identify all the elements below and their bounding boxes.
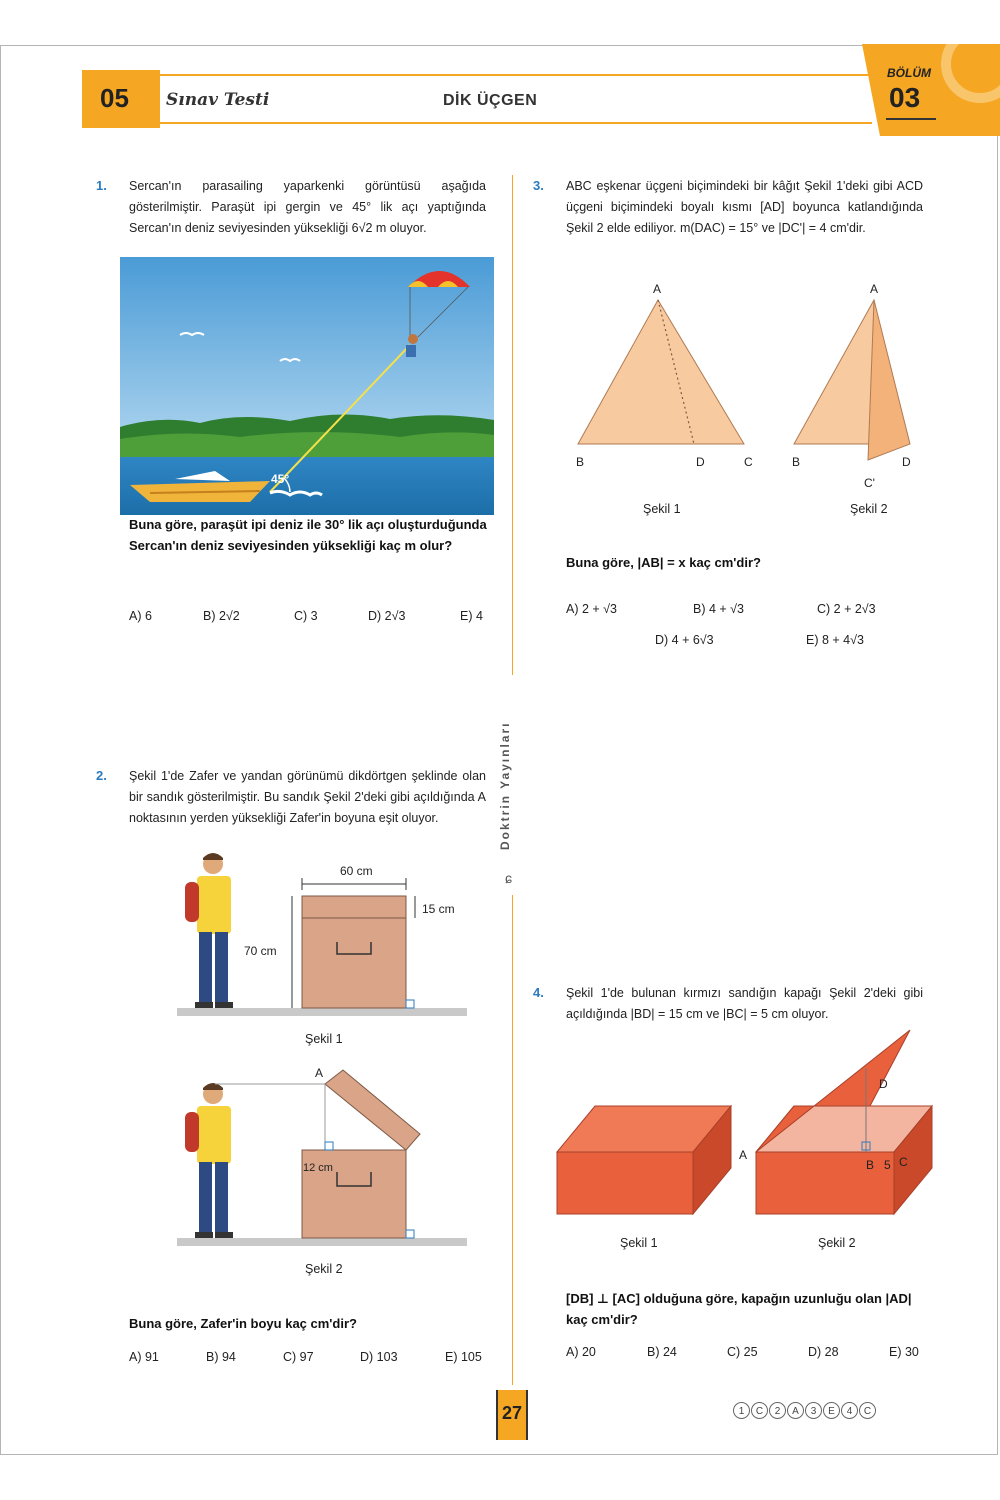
q4-figure-2 xyxy=(752,1028,937,1220)
q4-label-five: 5 xyxy=(884,1158,891,1172)
q4-text: Şekil 1'de bulunan kırmızı sandığın kapağı Şekil 2'deki gibi açıldığında |BD| = 15 cm ve |BC| = 5 cm oluyor. xyxy=(566,986,923,1021)
q2-option-b[interactable]: B) 94 xyxy=(206,1350,236,1364)
q3-fig1-b: B xyxy=(576,455,585,469)
q2-fig2-dim: 12 cm xyxy=(303,1162,333,1174)
q3-option-c[interactable]: C) 2 + 2√3 xyxy=(817,602,876,616)
q2-fig1-caption: Şekil 1 xyxy=(305,1032,343,1046)
q2-fig1-height: 70 cm xyxy=(244,944,277,958)
q4-label-b: B xyxy=(866,1158,875,1172)
publisher-text: Doktrin Yayınları xyxy=(498,721,512,850)
section-underline xyxy=(886,118,936,120)
q3-fig1-a: A xyxy=(653,282,662,296)
answer-key-2-ans: A xyxy=(787,1402,804,1419)
q2-prompt: Buna göre, Zafer'in boyu kaç cm'dir? xyxy=(129,1316,357,1331)
test-number: 05 xyxy=(100,83,129,113)
q3-option-a[interactable]: A) 2 + √3 xyxy=(566,602,617,616)
q1-option-b[interactable]: B) 2√2 xyxy=(203,609,240,623)
answer-key-4-ans: C xyxy=(859,1402,876,1419)
answer-key-4-num: 4 xyxy=(841,1402,858,1419)
q4-prompt: [DB] ⊥ [AC] olduğuna göre, kapağın uzunluğu olan |AD| kaç cm'dir? xyxy=(566,1291,912,1327)
q2-option-a[interactable]: A) 91 xyxy=(129,1350,159,1364)
q2-option-d[interactable]: D) 103 xyxy=(360,1350,398,1364)
q3-fig2-b: B xyxy=(792,455,801,469)
q2-option-c[interactable]: C) 97 xyxy=(283,1350,314,1364)
q4-option-c[interactable]: C) 25 xyxy=(727,1345,758,1359)
q1-option-d[interactable]: D) 2√3 xyxy=(368,609,406,623)
q4-label-c: C xyxy=(899,1155,908,1169)
q3-prompt: Buna göre, |AB| = x kaç cm'dir? xyxy=(566,555,761,570)
q1-option-a[interactable]: A) 6 xyxy=(129,609,152,623)
q2-figure-2 xyxy=(175,1062,470,1252)
section-number: 03 xyxy=(889,82,921,113)
answer-key-3-ans: E xyxy=(823,1402,840,1419)
q4-option-d[interactable]: D) 28 xyxy=(808,1345,839,1359)
header-line-bottom xyxy=(160,122,872,124)
column-divider-bottom xyxy=(512,895,513,1385)
q1-option-e[interactable]: E) 4 xyxy=(460,609,483,623)
q4-fig2-caption: Şekil 2 xyxy=(818,1236,856,1250)
section-badge xyxy=(862,44,1000,136)
person-icon xyxy=(185,1083,233,1238)
q2-fig1-width: 60 cm xyxy=(340,864,373,878)
q2-number: 2. xyxy=(96,768,107,783)
test-label: Sınav Testi xyxy=(166,90,270,110)
person-icon xyxy=(185,853,233,1008)
q4-option-b[interactable]: B) 24 xyxy=(647,1345,677,1359)
q3-fig2-d: D xyxy=(902,455,911,469)
answer-key-1-num: 1 xyxy=(733,1402,750,1419)
q4-option-a[interactable]: A) 20 xyxy=(566,1345,596,1359)
q4-label-a: A xyxy=(739,1148,748,1162)
q3-option-b[interactable]: B) 4 + √3 xyxy=(693,602,744,616)
q4-label-d: D xyxy=(879,1077,888,1091)
q3-fig1-d: D xyxy=(696,455,705,469)
q2-text: Şekil 1'de Zafer ve yandan görünümü dikdörtgen şeklinde olan bir sandık gösterilmiştir. Bu sandık Şekil 2'deki gibi açıldığında A noktasının yerden yüksekliği Zafer'in boyuna eşit oluyor. xyxy=(129,769,486,825)
page-number: 27 xyxy=(502,1403,523,1423)
q3-option-e[interactable]: E) 8 + 4√3 xyxy=(806,633,864,647)
q3-number: 3. xyxy=(533,178,544,193)
q1-parasailing-figure xyxy=(120,257,494,515)
answer-key-1-ans: C xyxy=(751,1402,768,1419)
q3-figure-1 xyxy=(570,290,755,450)
q1-number: 1. xyxy=(96,178,107,193)
q1-text: Sercan'ın parasailing yaparkenki görüntüsü aşağıda gösterilmiştir. Paraşüt ipi gergin ve 45° lik açı yaptığında Sercan'ın deniz seviyesinden yüksekliği 6√2 m oluyor. xyxy=(129,179,486,235)
q3-fig1-caption: Şekil 1 xyxy=(643,502,681,516)
q4-number: 4. xyxy=(533,985,544,1000)
q2-fig1-lid: 15 cm xyxy=(422,902,455,916)
q2-fig2-point-a: A xyxy=(315,1066,324,1080)
section-label: BÖLÜM xyxy=(887,66,931,80)
publisher-logo-icon: ɕ xyxy=(505,870,512,886)
q1-prompt: Buna göre, paraşüt ipi deniz ile 30° lik açı oluşturduğunda Sercan'ın deniz seviyesinden yüksekliği kaç m olur? xyxy=(129,517,487,553)
answer-key xyxy=(733,1402,876,1419)
q2-figure-1 xyxy=(175,850,470,1022)
q3-fig2-a: A xyxy=(870,282,879,296)
q3-option-d[interactable]: D) 4 + 6√3 xyxy=(655,633,714,647)
q3-text: ABC eşkenar üçgeni biçimindeki bir kâğıt Şekil 1'deki gibi ACD üçgeni biçimindeki boyalı kısmı [AD] boyunca katlandığında Şekil 2 elde ediliyor. m(DAC) = 15° ve |DC'| = 4 cm'dir. xyxy=(566,179,923,235)
q3-fig2-c-prime: C' xyxy=(864,476,875,490)
header-line-top xyxy=(160,74,872,76)
page-title: DİK ÜÇGEN xyxy=(443,92,538,109)
q3-fig2-caption: Şekil 2 xyxy=(850,502,888,516)
q2-option-e[interactable]: E) 105 xyxy=(445,1350,482,1364)
publisher-vertical xyxy=(498,722,512,850)
q3-figure-2 xyxy=(788,290,918,470)
q4-option-e[interactable]: E) 30 xyxy=(889,1345,919,1359)
q3-fig1-c: C xyxy=(744,455,753,469)
q2-fig2-caption: Şekil 2 xyxy=(305,1262,343,1276)
q1-option-c[interactable]: C) 3 xyxy=(294,609,318,623)
q4-fig1-caption: Şekil 1 xyxy=(620,1236,658,1250)
q4-figure-1 xyxy=(555,1100,735,1220)
answer-key-3-num: 3 xyxy=(805,1402,822,1419)
column-divider-top xyxy=(512,175,513,675)
q1-angle-label: 45° xyxy=(271,472,290,486)
answer-key-2-num: 2 xyxy=(769,1402,786,1419)
